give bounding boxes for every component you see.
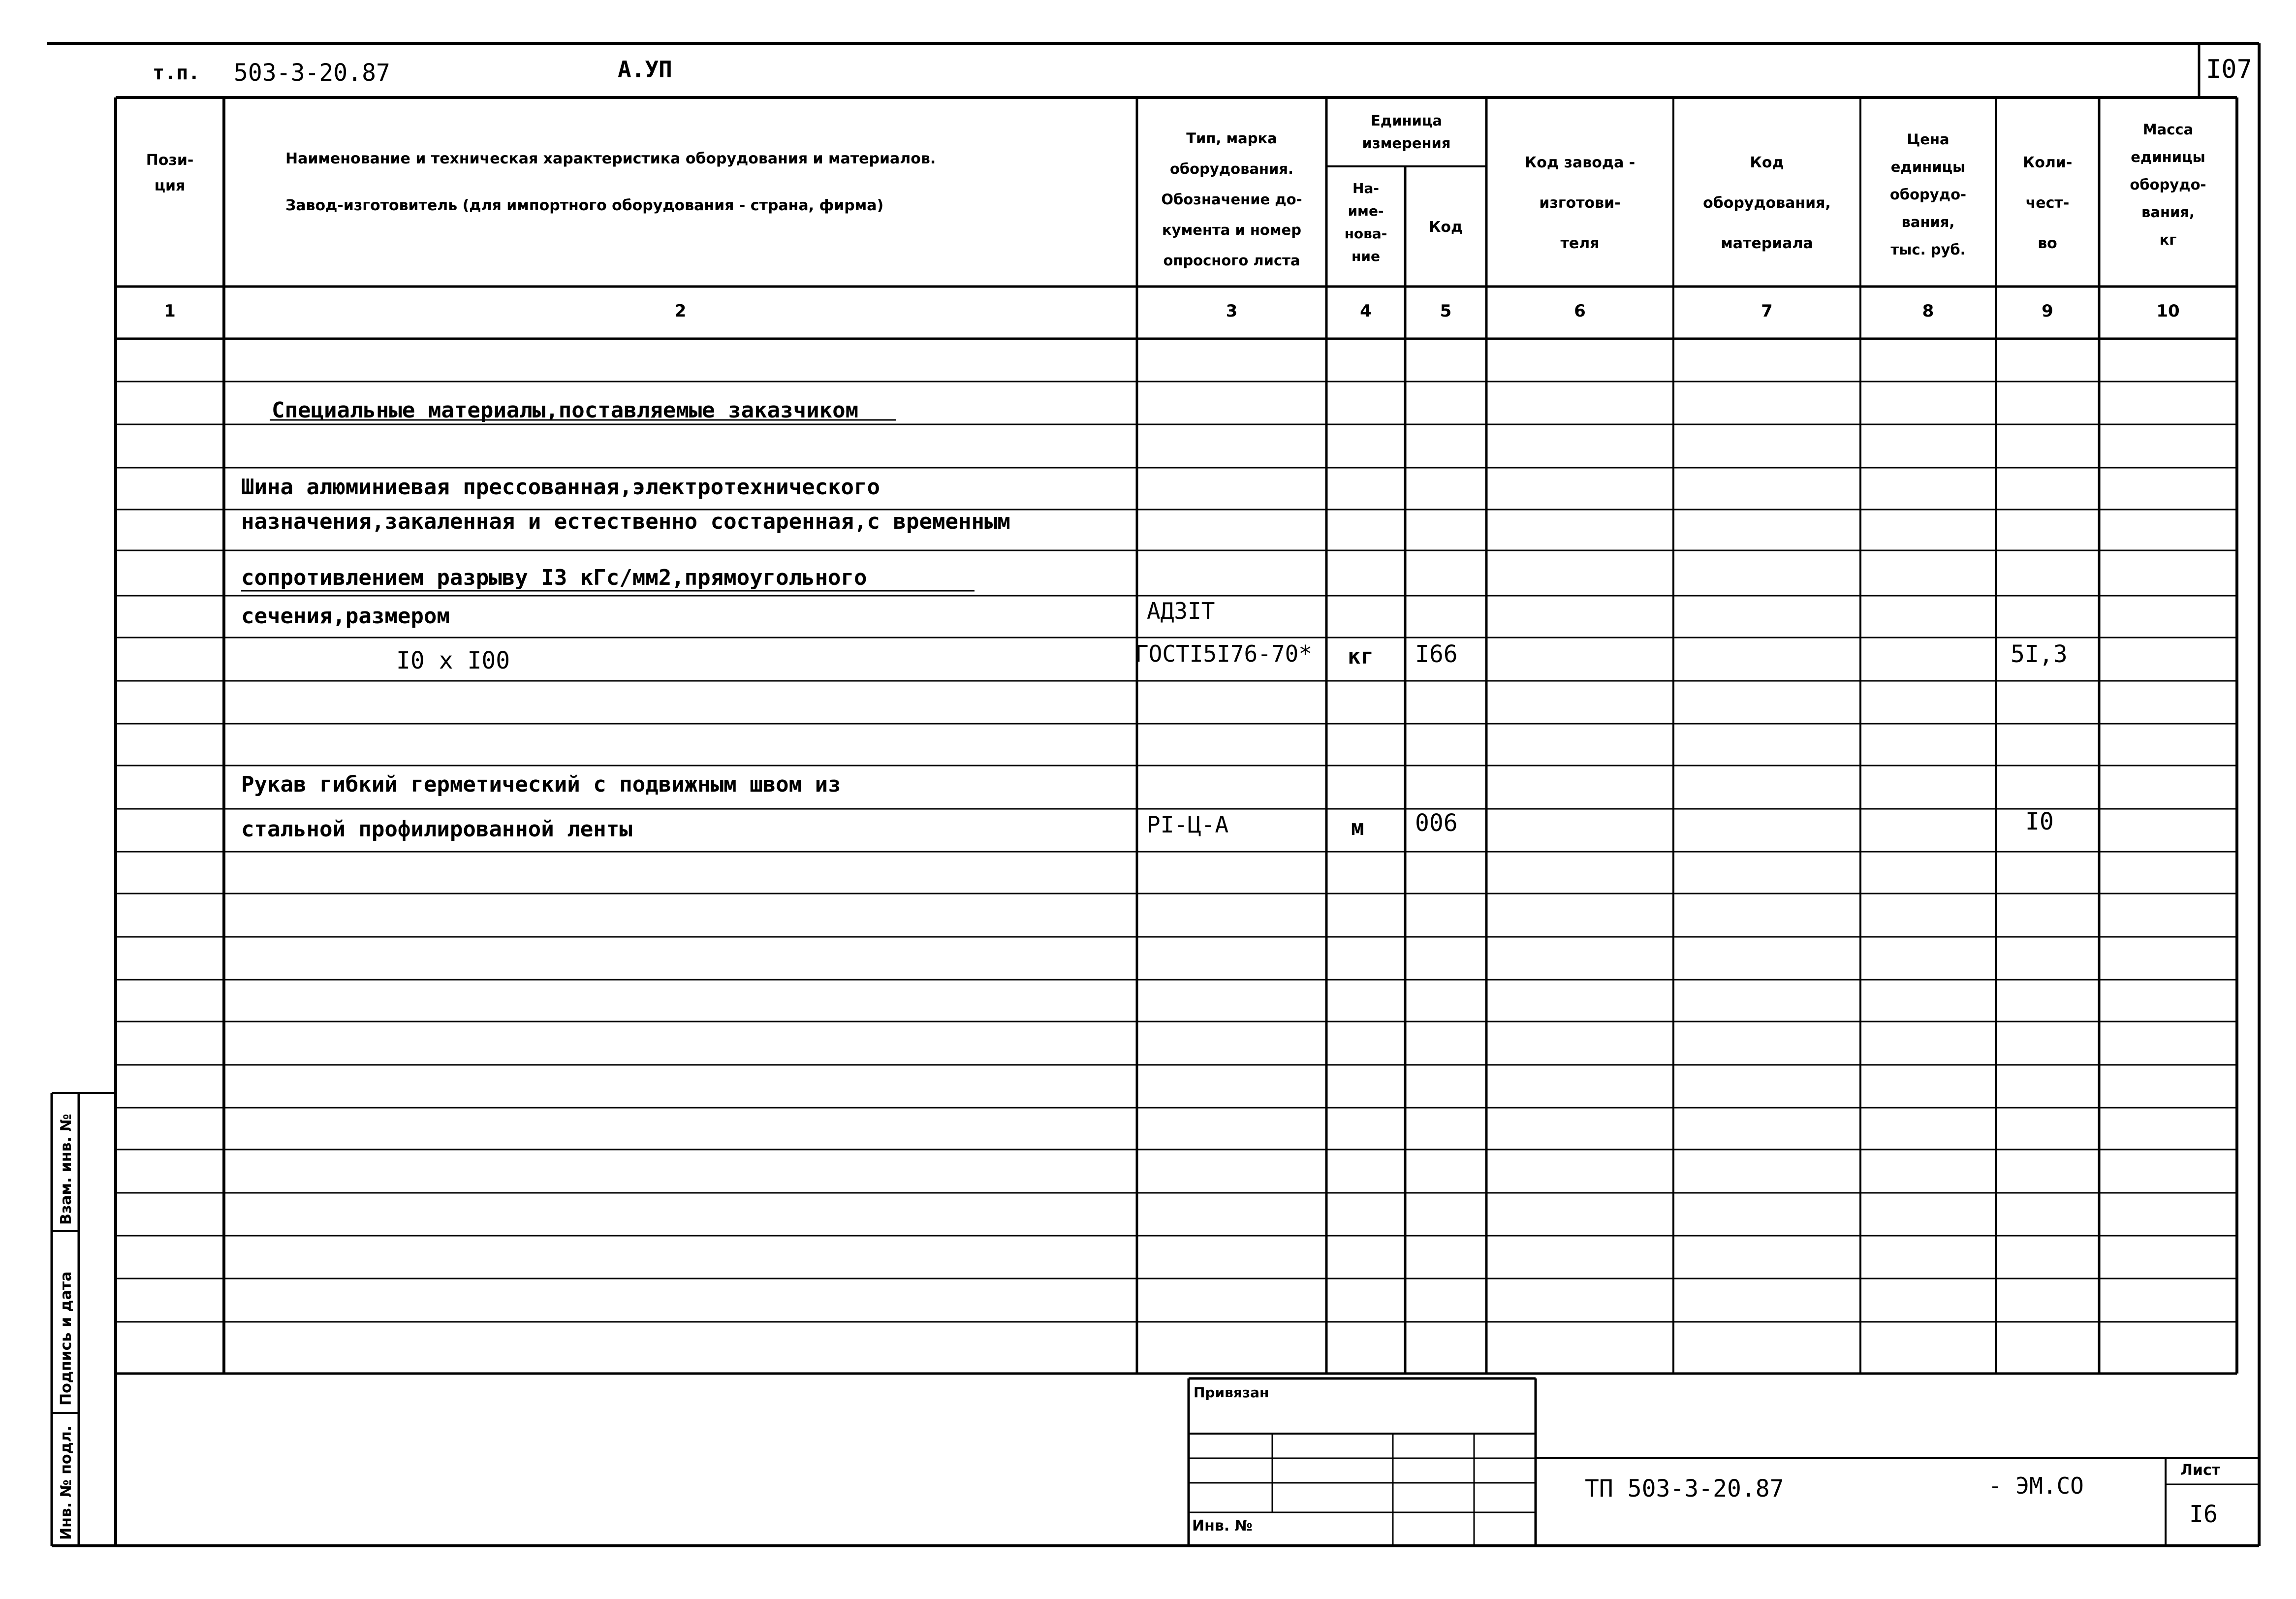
item2-text-line2: стальной профилированной ленты xyxy=(241,817,632,842)
item1-text-line2: назначения,закаленная и естественно состаренная,с временным xyxy=(241,509,1010,534)
item2-type: PI-Ц-А xyxy=(1147,811,1229,838)
stamp-doc-suffix: - ЭМ.СО xyxy=(1988,1472,2084,1499)
stamp-doc-code: ТП 503-3-20.87 xyxy=(1585,1475,1784,1503)
header-name-line1: Наименование и техническая характеристика оборудования и материалов. xyxy=(285,150,936,167)
column-number: 2 xyxy=(674,301,687,321)
column-number: 5 xyxy=(1440,301,1452,321)
project-code: 503-3-20.87 xyxy=(234,59,390,87)
header-position: Пози- ция xyxy=(146,152,194,194)
album-code: А.УП xyxy=(618,56,672,83)
header-equipment-code: Код оборудования, материала xyxy=(1703,154,1831,252)
column-number: 7 xyxy=(1761,301,1773,321)
item1-quantity: 5I,3 xyxy=(2011,640,2068,668)
header-quantity: Коли- чест- во xyxy=(2022,154,2073,252)
header-unit-name: На- име- нова- ние xyxy=(1344,180,1387,264)
stamp-sheet-label: Лист xyxy=(2180,1462,2221,1479)
header-type: Тип, марка оборудования. Обозначение до- кумента и номер опросного листа xyxy=(1161,130,1302,269)
column-number: 4 xyxy=(1360,301,1372,321)
header-factory-code: Код завода - изготови- теля xyxy=(1524,154,1636,252)
item1-unit: кг xyxy=(1348,644,1374,669)
item1-type-line1: АДЗIТ xyxy=(1147,598,1215,624)
stamp-attached-label: Привязан xyxy=(1194,1384,1269,1401)
column-number: 8 xyxy=(1922,301,1934,321)
item2-code: 006 xyxy=(1415,809,1458,837)
item1-text-line3: сопротивлением разрыву I3 кГс/мм2,прямоугольного xyxy=(241,565,867,590)
item1-text-line4: сечения,размером xyxy=(241,604,450,629)
header-name-line2: Завод-изготовитель (для импортного оборудования - страна, фирма) xyxy=(285,197,884,214)
item1-text-line1: Шина алюминиевая прессованная,электротехнического xyxy=(241,475,881,500)
item1-code: I66 xyxy=(1415,640,1458,668)
side-label-replace-inv: Взам. инв. № xyxy=(58,1114,75,1225)
header-price: Цена единицы оборудо- вания, тыс. руб. xyxy=(1889,131,1967,258)
item2-text-line1: Рукав гибкий герметический с подвижным швом из xyxy=(241,772,841,797)
doc-type-prefix: т.п. xyxy=(153,62,200,84)
header-unit: Единица измерения xyxy=(1362,112,1451,152)
column-number: 10 xyxy=(2156,301,2180,321)
item2-quantity: I0 xyxy=(2025,808,2054,835)
column-number: 1 xyxy=(164,301,176,321)
item1-type-line2: ГОСТI5I76-70* xyxy=(1135,640,1313,667)
stamp-inv-label: Инв. № xyxy=(1192,1517,1253,1535)
item2-unit: м xyxy=(1351,815,1364,840)
header-unit-code: Код xyxy=(1428,219,1463,236)
column-number: 6 xyxy=(1574,301,1586,321)
page-number: I07 xyxy=(2206,55,2252,84)
section-title: Специальные материалы,поставляемые заказчиком xyxy=(272,398,859,423)
column-number: 9 xyxy=(2042,301,2053,321)
header-mass: Масса единицы оборудо- вания, кг xyxy=(2130,121,2206,248)
column-number: 3 xyxy=(1226,301,1238,321)
side-label-inv-orig: Инв. № подл. xyxy=(58,1425,75,1540)
stamp-sheet-number: I6 xyxy=(2189,1501,2218,1528)
side-label-sign-date: Подпись и дата xyxy=(58,1271,75,1406)
item1-size: I0 x I00 xyxy=(396,647,510,674)
